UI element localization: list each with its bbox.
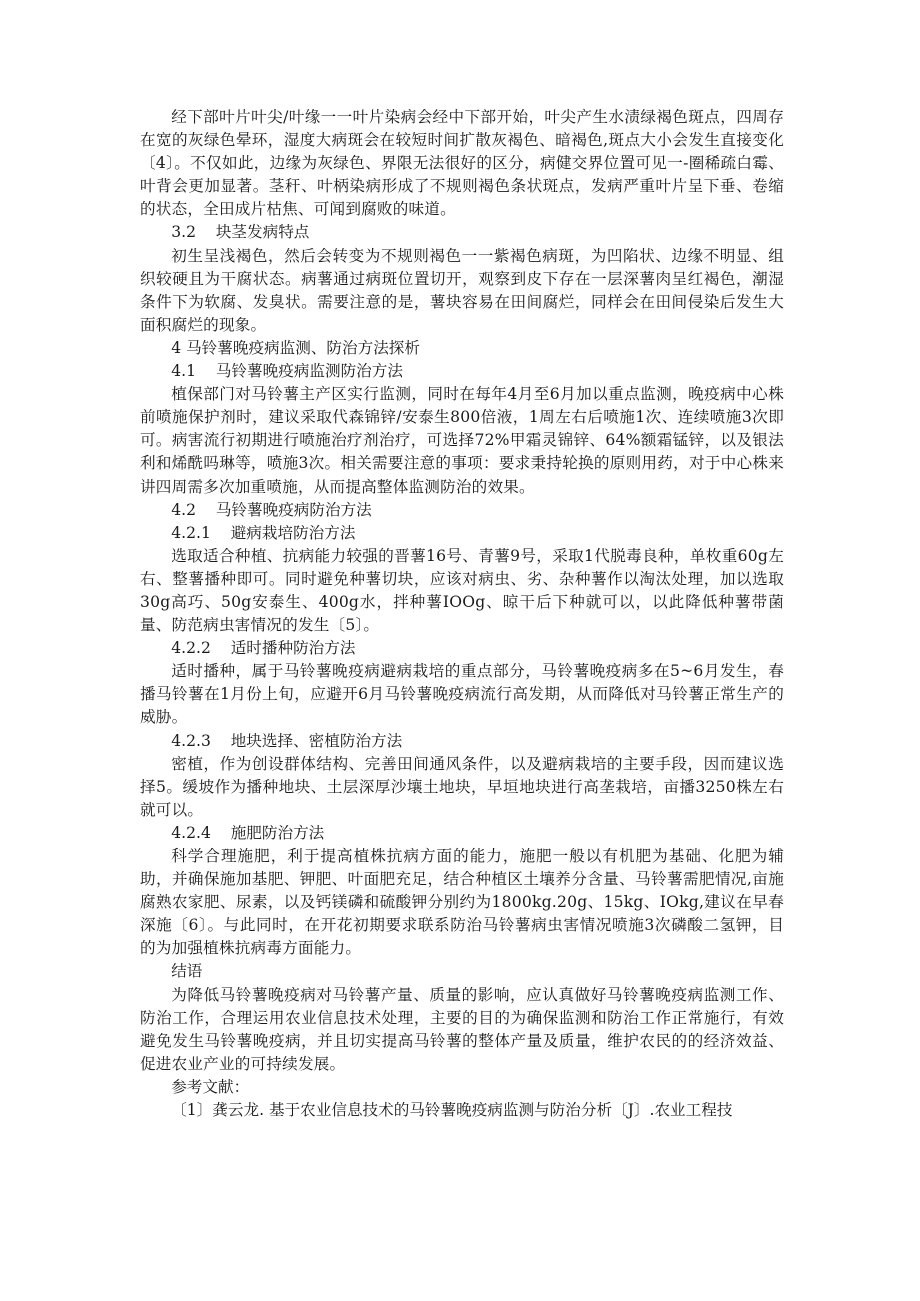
paragraph-close-planting: 密植，作为创设群体结构、完善田间通风条件，以及避病栽培的主要手段，因而建议选择5。缓坡作为播种地块、土层深厚沙壤土地块，早垣地块进行高垄栽培，亩播3250株左右就可以。 bbox=[140, 754, 784, 819]
paragraph-monitoring: 植保部门对马铃薯主产区实行监测，同时在每年4月至6月加以重点监测，晚疫病中心株前喷施保护剂时，建议采取代森锦锌/安泰生800倍液，1周左右后喷施1次、连续喷施3次即可。病害流行初期进行喷施治疗剂治疗，可选择72%甲霜灵锦锌、64%额霜锰锌，以及银法利和烯酰吗琳等，喷施3次。相关需要注意的事项：要求秉持轮换的原则用药，对于中心株来讲四周需多次加重喷施，从而提高整体监测防治的效果。 bbox=[140, 385, 784, 496]
heading-4-2-2: 4.2.2 适时播种防治方法 bbox=[171, 639, 356, 658]
heading-3-2: 3.2 块茎发病特点 bbox=[171, 223, 310, 242]
paragraph-timely-sowing: 适时播种，属于马铃薯晚疫病避病栽培的重点部分，马铃薯晚疫病多在5~6月发生，春播马铃薯在1月份上旬，应避开6月马铃薯晚疫病流行高发期，从而降低对马铃薯正常生产的威胁。 bbox=[140, 662, 784, 727]
heading-4-1: 4.1 马铃薯晚疫病监测防治方法 bbox=[171, 362, 403, 381]
heading-4-2-3: 4.2.3 地块选择、密植防治方法 bbox=[171, 731, 403, 750]
heading-references: 参考文献： bbox=[171, 1077, 250, 1096]
heading-4-2-1: 4.2.1 避病栽培防治方法 bbox=[171, 523, 356, 542]
reference-item: 〔1〕龚云龙. 基于农业信息技术的马铃薯晚疫病监测与防治分析〔J〕.农业工程技 bbox=[171, 1101, 733, 1120]
heading-4-2: 4.2 马铃薯晚疫病防治方法 bbox=[171, 500, 372, 519]
paragraph-leaf-symptoms: 经下部叶片叶尖/叶缘一一叶片染病会经中下部开始，叶尖产生水渍绿褐色斑点，四周存在宽的灰绿色晕环，湿度大病斑会在较短时间扩散灰褐色、暗褐色,斑点大小会发生直接变化〔4〕。不仅如此，边缘为灰绿色、界限无法很好的区分，病健交界位置可见一-圈稀疏白霉、叶背会更加显著。茎秆、叶柄染病形成了不规则褐色条状斑点，发病严重叶片呈下垂、卷缩的状态，全田成片枯焦、可闻到腐败的味道。 bbox=[140, 108, 784, 219]
heading-conclusion: 结语 bbox=[171, 962, 203, 981]
paragraph-avoidance: 选取适合种植、抗病能力较强的晋薯16号、青薯9号，采取1代脱毒良种，单枚重60g左右、整薯播种即可。同时避免种薯切块，应该对病虫、劣、杂种薯作以淘汰处理，加以选取30g高巧、50g安泰生、400g水，拌种薯IOOg、晾干后下种就可以，以此降低种薯带菌量、防范病虫害情况的发生〔5〕。 bbox=[140, 546, 784, 635]
heading-4-2-4: 4.2.4 施肥防治方法 bbox=[171, 823, 325, 842]
paragraph-fertilization: 科学合理施肥，利于提高植株抗病方面的能力，施肥一般以有机肥为基础、化肥为辅助，并确保施加基肥、钾肥、叶面肥充足，结合种植区土壤养分含量、马铃薯需肥情况,亩施腐熟农家肥、尿素，以及钙镁磷和硫酸钾分别约为1800kg.20g、15kg、IOkg,建议在早春深施〔6〕。与此同时，在开花初期要求联系防治马铃薯病虫害情况喷施3次磷酸二氢钾，目的为加强植株抗病毒方面能力。 bbox=[140, 847, 784, 958]
paragraph-tuber-symptoms: 初生呈浅褐色，然后会转变为不规则褐色一一紫褐色病斑，为凹陷状、边缘不明显、组织较硬且为干腐状态。病薯通过病斑位置切开，观察到皮下存在一层深薯肉呈红褐色，潮湿条件下为软腐、发臭状。需要注意的是，薯块容易在田间腐烂，同样会在田间侵染后发生大面积腐烂的现象。 bbox=[140, 246, 784, 334]
heading-4: 4 马铃薯晚疫病监测、防治方法探析 bbox=[171, 338, 420, 357]
paragraph-conclusion: 为降低马铃薯晚疫病对马铃薯产量、质量的影响，应认真做好马铃薯晚疫病监测工作、防治工作，合理运用农业信息技术处理，主要的目的为确保监测和防治工作正常施行，有效避免发生马铃薯晚疫病，并且切实提高马铃薯的整体产量及质量，维护农民的的经济效益、促进农业产业的可持续发展。 bbox=[140, 985, 784, 1073]
